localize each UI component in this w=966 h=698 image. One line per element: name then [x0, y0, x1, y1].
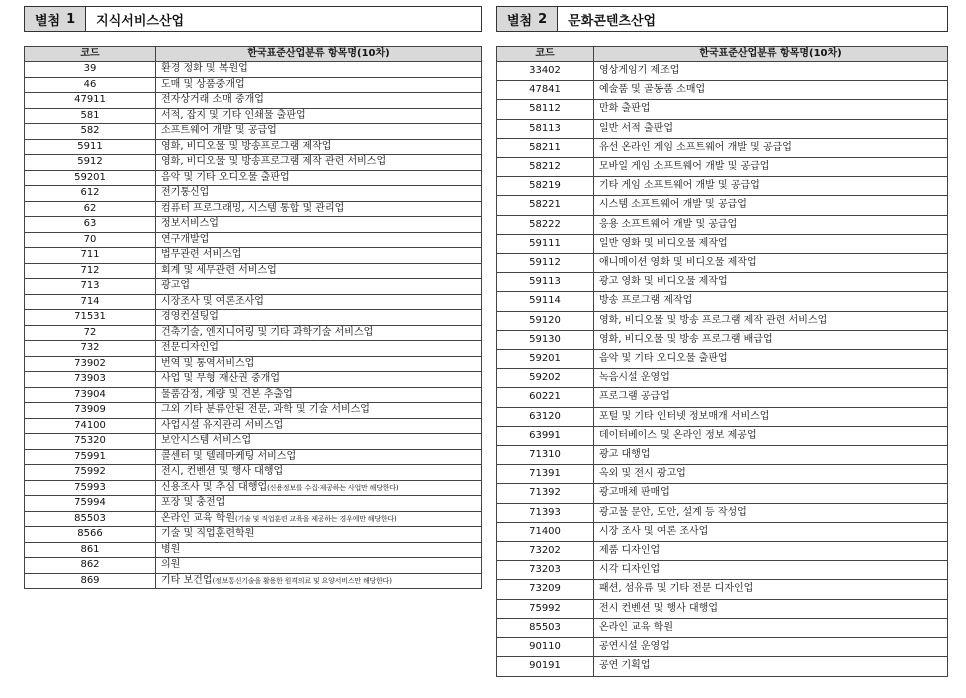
table-row — [497, 446, 948, 465]
industry-name-text: 사업시설 유지관리 서비스업 — [161, 419, 284, 431]
industry-code-cell: 862 — [25, 558, 156, 574]
industry-name-text: 기술 및 직업훈련학원 — [161, 528, 255, 539]
industry-code-cell: 73902 — [25, 356, 156, 372]
industry-code-cell: 74100 — [25, 418, 156, 434]
industry-name-text: 사업 및 무형 재산권 중개업 — [161, 373, 280, 384]
industry-name-cell — [594, 215, 948, 234]
industry-code-cell: 861 — [25, 542, 156, 558]
industry-code-cell: 71310 — [497, 446, 594, 465]
industry-name-text: 그외 기타 분류안된 전문, 과학 및 기술 서비스업 — [161, 404, 370, 415]
knowledge-service-table — [24, 46, 482, 589]
industry-name-text: 방송 프로그램 제작업 — [599, 295, 693, 307]
table-row — [497, 81, 948, 100]
industry-name-text: 전시, 컨벤션 및 행사 대행업 — [161, 466, 284, 477]
cultural-content-table-body — [497, 62, 948, 677]
table-row — [25, 170, 482, 186]
industry-name-text: 전자상거래 소매 중개업 — [161, 94, 264, 105]
industry-code-cell: 58112 — [497, 100, 594, 119]
table-row — [25, 465, 482, 481]
appendix-tag-number: 1 — [66, 11, 76, 27]
industry-name-text: 물품감정, 계량 및 견본 추출업 — [161, 388, 293, 400]
industry-code-cell: 71392 — [497, 484, 594, 503]
industry-name-cell — [156, 186, 482, 202]
industry-name-cell — [156, 449, 482, 465]
industry-name-cell — [156, 511, 482, 527]
table-row — [497, 292, 948, 311]
industry-code-cell: 33402 — [497, 62, 594, 81]
table-row — [25, 434, 482, 450]
industry-code-cell: 71400 — [497, 522, 594, 541]
table-row — [497, 618, 948, 637]
industry-code-cell: 8566 — [25, 527, 156, 543]
industry-code-cell: 72 — [25, 325, 156, 341]
appendix-tag-label: 별첨 — [507, 13, 533, 29]
industry-name-cell — [594, 561, 948, 580]
table-row — [497, 138, 948, 157]
industry-name-cell — [594, 369, 948, 388]
industry-code-cell: 58219 — [497, 177, 594, 196]
industry-name-text: 시장 조사 및 여론 조사업 — [599, 525, 709, 537]
industry-name-cell — [594, 542, 948, 561]
industry-name-text: 기타 보건업 — [161, 574, 213, 586]
industry-name-text: 포장 및 충전업 — [161, 497, 226, 508]
industry-name-text: 전시 컨벤션 및 행사 대행업 — [599, 602, 718, 614]
industry-code-cell: 713 — [25, 279, 156, 295]
industry-code-cell: 58222 — [497, 215, 594, 234]
table-row — [497, 599, 948, 618]
table-row — [497, 273, 948, 292]
industry-name-text: 전문디자인업 — [161, 342, 219, 353]
industry-name-cell — [156, 294, 482, 310]
industry-code-cell: 90191 — [497, 657, 594, 676]
industry-code-cell: 59201 — [497, 350, 594, 369]
industry-name-cell — [594, 177, 948, 196]
industry-name-text: 응용 소프트웨어 개발 및 공급업 — [599, 218, 738, 230]
industry-name-text: 공연 기획업 — [599, 660, 651, 672]
industry-name-text: 전기통신업 — [161, 187, 210, 198]
industry-code-cell: 73909 — [25, 403, 156, 419]
industry-name-cell — [594, 522, 948, 541]
industry-name-text: 의원 — [161, 559, 181, 570]
industry-name-text: 정보서비스업 — [161, 218, 219, 229]
appendix-1-tag — [25, 7, 86, 31]
industry-name-text: 광고물 문안, 도안, 설계 등 작성업 — [599, 506, 747, 518]
industry-name-text: 예술품 및 골동품 소매업 — [599, 84, 706, 96]
appendix-2-titlebar — [496, 6, 948, 32]
table-row — [25, 139, 482, 155]
industry-code-cell: 63 — [25, 217, 156, 233]
industry-name-text: 일반 서적 출판업 — [599, 122, 673, 134]
industry-name-cell — [594, 196, 948, 215]
industry-name-cell — [156, 217, 482, 233]
table-row — [497, 426, 948, 445]
table-row — [497, 311, 948, 330]
industry-code-cell: 39 — [25, 62, 156, 78]
industry-name-cell — [594, 138, 948, 157]
table-row — [497, 542, 948, 561]
industry-code-cell: 47841 — [497, 81, 594, 100]
industry-name-cell — [594, 62, 948, 81]
industry-code-cell: 63991 — [497, 426, 594, 445]
industry-code-cell: 75993 — [25, 480, 156, 496]
industry-code-cell: 59114 — [497, 292, 594, 311]
industry-name-cell — [156, 372, 482, 388]
industry-code-cell: 90110 — [497, 638, 594, 657]
industry-name-text: 데이터베이스 및 온라인 정보 제공업 — [599, 429, 757, 441]
industry-name-text: 영화, 비디오물 및 방송 프로그램 제작 관련 서비스업 — [599, 314, 828, 326]
industry-code-cell: 71531 — [25, 310, 156, 326]
industry-name-cell — [156, 558, 482, 574]
table-row — [25, 155, 482, 171]
table-row — [25, 294, 482, 310]
industry-name-cell — [156, 248, 482, 264]
industry-name-cell — [156, 465, 482, 481]
industry-code-cell: 581 — [25, 108, 156, 124]
industry-name-cell — [594, 254, 948, 273]
industry-code-cell: 75994 — [25, 496, 156, 512]
industry-code-cell: 58113 — [497, 119, 594, 138]
industry-name-text: 애니메이션 영화 및 비디오물 제작업 — [599, 257, 757, 269]
appendix-2-title: 문화콘텐츠산업 — [568, 13, 657, 29]
table-row — [497, 580, 948, 599]
industry-name-text: 시각 디자인업 — [599, 564, 661, 576]
industry-name-cell — [156, 480, 482, 496]
industry-name-cell — [156, 387, 482, 403]
table-row — [25, 403, 482, 419]
table-row — [25, 201, 482, 217]
industry-name-cell — [156, 155, 482, 171]
industry-name-cell — [156, 325, 482, 341]
industry-code-cell: 75991 — [25, 449, 156, 465]
table-row — [25, 527, 482, 543]
industry-name-text: 광고 영화 및 비디오물 제작업 — [599, 276, 728, 288]
industry-code-cell: 59111 — [497, 234, 594, 253]
industry-name-text: 도매 및 상품중개업 — [161, 78, 245, 90]
industry-name-text: 보안시스템 서비스업 — [161, 435, 252, 446]
industry-name-cell — [594, 446, 948, 465]
appendix-tag-number: 2 — [538, 11, 548, 27]
appendix-2-panel — [496, 6, 948, 677]
industry-code-cell: 73203 — [497, 561, 594, 580]
industry-name-cell — [594, 465, 948, 484]
industry-name-cell — [594, 599, 948, 618]
industry-code-cell: 5912 — [25, 155, 156, 171]
industry-name-text: 건축기술, 엔지니어링 및 기타 과학기술 서비스업 — [161, 326, 374, 338]
industry-name-text: 유선 온라인 게임 소프트웨어 개발 및 공급업 — [599, 141, 792, 153]
industry-name-cell — [156, 201, 482, 217]
table-row — [497, 369, 948, 388]
industry-name-note: (신용정보를 수집·제공하는 사업만 해당한다) — [267, 483, 399, 492]
table-row — [25, 511, 482, 527]
industry-name-text: 소프트웨어 개발 및 공급업 — [161, 125, 277, 136]
industry-name-text: 만화 출판업 — [599, 103, 651, 115]
industry-name-cell — [156, 542, 482, 558]
industry-code-cell: 85503 — [497, 618, 594, 637]
industry-name-text: 번역 및 통역서비스업 — [161, 357, 255, 369]
industry-name-text: 음악 및 기타 오디오물 출판업 — [161, 171, 290, 183]
table-row — [497, 638, 948, 657]
table-row — [497, 234, 948, 253]
industry-code-cell: 869 — [25, 573, 156, 589]
table-row — [497, 407, 948, 426]
industry-name-text: 음악 및 기타 오디오물 출판업 — [599, 353, 728, 365]
name-column-header: 한국표준산업분류 항목명(10차) — [156, 47, 482, 62]
industry-code-cell: 58212 — [497, 158, 594, 177]
industry-name-text: 일반 영화 및 비디오물 제작업 — [599, 237, 728, 249]
table-row — [25, 496, 482, 512]
table-row — [497, 522, 948, 541]
table-row — [25, 279, 482, 295]
industry-name-text: 공연시설 운영업 — [599, 641, 670, 653]
table-row — [25, 77, 482, 93]
industry-name-text: 연구개발업 — [161, 233, 210, 245]
industry-name-cell — [156, 77, 482, 93]
industry-name-cell — [156, 170, 482, 186]
table-row — [25, 108, 482, 124]
industry-name-cell — [594, 350, 948, 369]
table-row — [25, 124, 482, 140]
industry-name-cell — [594, 618, 948, 637]
table-row — [25, 372, 482, 388]
table-row — [25, 325, 482, 341]
industry-name-cell — [156, 341, 482, 357]
industry-name-cell — [156, 310, 482, 326]
table-row — [25, 93, 482, 109]
industry-name-cell — [156, 496, 482, 512]
industry-name-cell — [594, 580, 948, 599]
industry-name-cell — [156, 434, 482, 450]
industry-name-text: 광고 대행업 — [599, 449, 651, 461]
industry-name-text: 회계 및 세무관련 서비스업 — [161, 264, 277, 276]
industry-code-cell: 714 — [25, 294, 156, 310]
industry-name-cell — [594, 484, 948, 503]
industry-code-cell: 59112 — [497, 254, 594, 273]
industry-code-cell: 73209 — [497, 580, 594, 599]
code-column-header: 코드 — [497, 47, 594, 62]
industry-code-cell: 71391 — [497, 465, 594, 484]
appendix-1-panel — [24, 6, 482, 589]
industry-name-cell — [156, 356, 482, 372]
table-row — [25, 232, 482, 248]
table-row — [497, 484, 948, 503]
industry-name-text: 모바일 게임 소프트웨어 개발 및 공급업 — [599, 161, 770, 173]
industry-name-cell — [594, 100, 948, 119]
industry-name-cell — [594, 407, 948, 426]
table-row — [497, 100, 948, 119]
industry-name-text: 영화, 비디오물 및 방송프로그램 제작 관련 서비스업 — [161, 156, 387, 167]
table-row — [25, 542, 482, 558]
cultural-content-table — [496, 46, 948, 677]
name-column-header: 한국표준산업분류 항목명(10차) — [594, 47, 948, 62]
industry-name-cell — [156, 139, 482, 155]
industry-code-cell: 75320 — [25, 434, 156, 450]
table-row — [497, 158, 948, 177]
industry-code-cell: 71393 — [497, 503, 594, 522]
industry-code-cell: 73202 — [497, 542, 594, 561]
industry-name-cell — [594, 234, 948, 253]
industry-name-cell — [594, 311, 948, 330]
table-row — [25, 573, 482, 589]
industry-code-cell: 62 — [25, 201, 156, 217]
industry-name-cell — [594, 292, 948, 311]
industry-code-cell: 63120 — [497, 407, 594, 426]
industry-name-cell — [594, 158, 948, 177]
table-row — [497, 350, 948, 369]
industry-code-cell: 612 — [25, 186, 156, 202]
industry-name-cell — [594, 81, 948, 100]
industry-name-text: 컴퓨터 프로그래밍, 시스템 통합 및 관리업 — [161, 202, 345, 214]
industry-name-cell — [594, 273, 948, 292]
table-row — [497, 215, 948, 234]
industry-code-cell: 732 — [25, 341, 156, 357]
industry-code-cell: 582 — [25, 124, 156, 140]
industry-name-text: 포털 및 기타 인터넷 정보매개 서비스업 — [599, 410, 770, 422]
appendix-1-titlebar — [24, 6, 482, 32]
industry-name-text: 온라인 교육 학원 — [599, 621, 673, 633]
table-row — [497, 330, 948, 349]
table-row — [25, 480, 482, 496]
industry-name-text: 법무관련 서비스업 — [161, 249, 242, 260]
table-row — [497, 196, 948, 215]
industry-code-cell: 58211 — [497, 138, 594, 157]
table-row — [25, 341, 482, 357]
table-row — [25, 418, 482, 434]
industry-code-cell: 59120 — [497, 311, 594, 330]
industry-name-cell — [594, 503, 948, 522]
code-column-header: 코드 — [25, 47, 156, 62]
industry-code-cell: 5911 — [25, 139, 156, 155]
table-row — [497, 503, 948, 522]
table-row — [25, 310, 482, 326]
industry-name-cell — [594, 388, 948, 407]
industry-name-cell — [156, 93, 482, 109]
industry-name-cell — [156, 279, 482, 295]
table-row — [25, 558, 482, 574]
table-row — [25, 387, 482, 403]
industry-name-cell — [156, 403, 482, 419]
industry-name-cell — [156, 573, 482, 589]
industry-code-cell: 46 — [25, 77, 156, 93]
industry-code-cell: 75992 — [497, 599, 594, 618]
industry-code-cell: 58221 — [497, 196, 594, 215]
industry-code-cell: 59113 — [497, 273, 594, 292]
industry-code-cell: 73903 — [25, 372, 156, 388]
industry-name-cell — [156, 108, 482, 124]
table-row — [497, 62, 948, 81]
industry-name-text: 제품 디자인업 — [599, 545, 661, 557]
industry-name-text: 광고업 — [161, 280, 190, 291]
appendix-tag-label: 별첨 — [35, 13, 61, 29]
table-header-row — [25, 47, 482, 62]
table-row — [25, 217, 482, 233]
appendix-2-tag — [497, 7, 558, 31]
appendix-1-title: 지식서비스산업 — [96, 13, 185, 29]
industry-code-cell: 70 — [25, 232, 156, 248]
industry-code-cell: 711 — [25, 248, 156, 264]
table-row — [497, 254, 948, 273]
table-row — [25, 356, 482, 372]
table-row — [497, 657, 948, 676]
industry-name-text: 녹음시설 운영업 — [599, 372, 670, 384]
table-row — [497, 561, 948, 580]
table-row — [25, 449, 482, 465]
industry-name-note: (기술 및 직업훈련 교육을 제공하는 경우에만 해당한다) — [234, 514, 397, 523]
industry-code-cell: 75992 — [25, 465, 156, 481]
industry-name-cell — [156, 62, 482, 78]
table-row — [25, 248, 482, 264]
industry-name-note: (정보통신기술을 활용한 원격의료 및 요양서비스만 해당한다) — [212, 576, 392, 585]
table-row — [25, 62, 482, 78]
table-row — [497, 119, 948, 138]
industry-name-text: 시스템 소프트웨어 개발 및 공급업 — [599, 199, 747, 211]
table-row — [25, 186, 482, 202]
table-row — [497, 388, 948, 407]
industry-name-text: 환경 정화 및 복원업 — [161, 63, 248, 74]
industry-name-cell — [594, 119, 948, 138]
industry-name-cell — [594, 657, 948, 676]
industry-name-text: 콜센터 및 텔레마케팅 서비스업 — [161, 450, 297, 462]
industry-code-cell: 47911 — [25, 93, 156, 109]
industry-name-text: 광고매체 판매업 — [599, 487, 670, 499]
industry-name-cell — [594, 330, 948, 349]
industry-name-text: 프로그램 공급업 — [599, 391, 670, 403]
industry-code-cell: 59130 — [497, 330, 594, 349]
industry-name-text: 시장조사 및 여론조사업 — [161, 295, 264, 307]
industry-code-cell: 60221 — [497, 388, 594, 407]
industry-name-text: 영화, 비디오물 및 방송 프로그램 배급업 — [599, 333, 773, 345]
industry-name-cell — [594, 638, 948, 657]
industry-name-cell — [156, 232, 482, 248]
industry-code-cell: 712 — [25, 263, 156, 279]
industry-name-text: 신용조사 및 추심 대행업 — [161, 481, 268, 493]
table-header-row — [497, 47, 948, 62]
industry-name-cell — [594, 426, 948, 445]
table-row — [497, 465, 948, 484]
industry-name-text: 병원 — [161, 543, 181, 555]
industry-name-text: 옥외 및 전시 광고업 — [599, 468, 686, 480]
industry-name-cell — [156, 527, 482, 543]
industry-name-text: 경영컨설팅업 — [161, 311, 219, 322]
industry-name-text: 영상게임기 제조업 — [599, 65, 680, 76]
table-row — [497, 177, 948, 196]
industry-code-cell: 59202 — [497, 369, 594, 388]
industry-name-text: 서적, 잡지 및 기타 인쇄물 출판업 — [161, 109, 306, 121]
industry-name-text: 영화, 비디오물 및 방송프로그램 제작업 — [161, 140, 332, 152]
industry-name-text: 패션, 섬유류 및 기타 전문 디자인업 — [599, 583, 754, 595]
table-row — [25, 263, 482, 279]
industry-name-text: 기타 게임 소프트웨어 개발 및 공급업 — [599, 180, 760, 192]
industry-code-cell: 59201 — [25, 170, 156, 186]
industry-name-text: 온라인 교육 학원 — [161, 512, 235, 524]
industry-code-cell: 73904 — [25, 387, 156, 403]
industry-name-cell — [156, 263, 482, 279]
knowledge-service-table-body — [25, 62, 482, 589]
industry-name-cell — [156, 124, 482, 140]
industry-code-cell: 85503 — [25, 511, 156, 527]
industry-name-cell — [156, 418, 482, 434]
